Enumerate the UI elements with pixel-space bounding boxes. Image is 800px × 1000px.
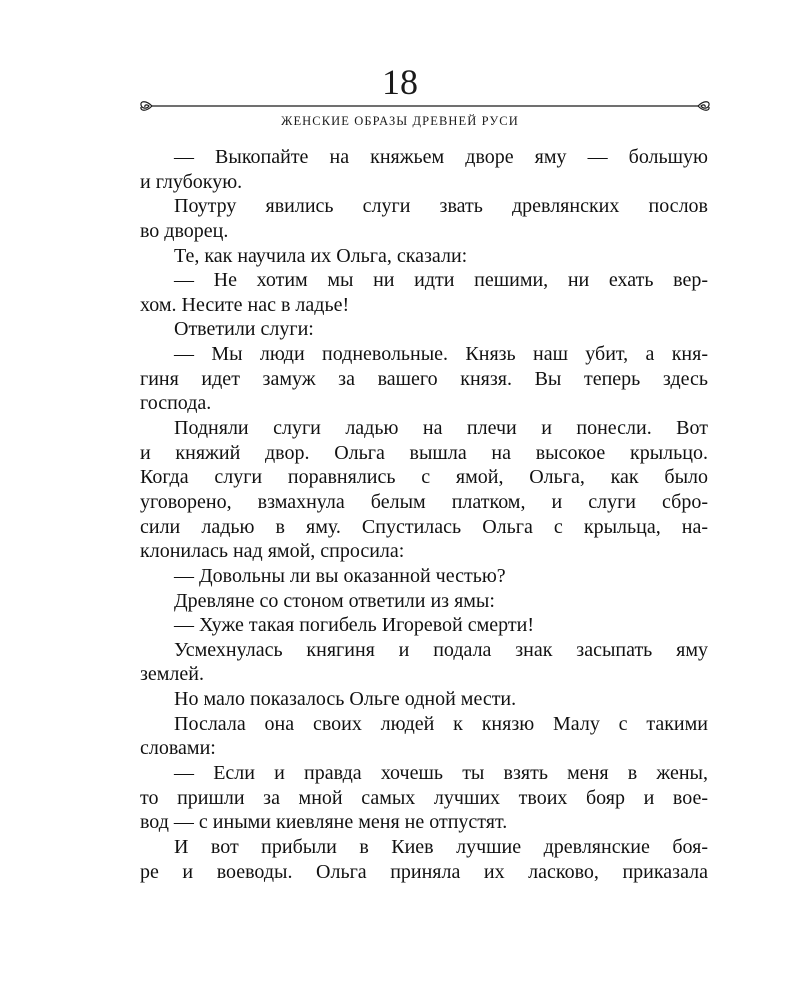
text-line: — Если и правда хочешь ты взять меня в жены, [174, 762, 708, 785]
text-line: — Хуже такая погибель Игоревой смерти! [174, 614, 534, 637]
text-line: Подняли слуги ладью на плечи и понесли. Вот [174, 417, 708, 440]
text-line: Древляне со стоном ответили из ямы: [174, 589, 495, 612]
body-text [140, 145, 708, 884]
text-line: Ответили слуги: [174, 318, 314, 341]
text-line: Но мало показалось Ольге одной мести. [174, 688, 517, 711]
text-line: — Выкопайте на княжьем дворе яму — большую [174, 146, 708, 168]
text-line: сили ладью в яму. Спустилась Ольга с крыльца, на- [140, 515, 708, 538]
text-line: — Мы люди подневольные. Князь наш убит, а кня- [174, 343, 708, 366]
text-line: клонилась над ямой, спросила: [140, 540, 405, 563]
page-number: 18 [382, 62, 418, 102]
text-line: то пришли за мной самых лучших твоих бояр и вое- [140, 786, 708, 809]
text-line: и глубокую. [140, 170, 243, 193]
text-line: Усмехнулась княгиня и подала знак засыпать яму [174, 638, 708, 661]
text-line: и княжий двор. Ольга вышла на высокое крыльцо. [140, 441, 708, 464]
text-line: ре и воеводы. Ольга приняла их ласково, приказала [140, 860, 708, 883]
text-line: И вот прибыли в Киев лучшие древлянские боя- [174, 835, 708, 858]
running-head: ЖЕНСКИЕ ОБРАЗЫ ДРЕВНЕЙ РУСИ [281, 114, 519, 128]
text-line: вод — с иными киевляне меня не отпустят. [140, 811, 508, 834]
text-line: Поутру явились слуги звать древлянских послов [174, 195, 708, 218]
text-line: уговорено, взмахнула белым платком, и слуги сбро- [140, 490, 708, 513]
text-line: Те, как научила их Ольга, сказали: [174, 244, 468, 267]
text-line: господа. [140, 392, 212, 415]
text-line: во дворец. [140, 219, 229, 242]
text-line: Когда слуги поравнялись с ямой, Ольга, как было [140, 466, 708, 489]
text-line: гиня идет замуж за вашего князя. Вы теперь здесь [140, 367, 708, 390]
text-line: землей. [140, 663, 204, 686]
text-line: Послала она своих людей к князю Малу с такими [174, 712, 708, 735]
text-line: хом. Несите нас в ладье! [140, 293, 350, 316]
text-line: словами: [140, 737, 216, 760]
text-line: — Довольны ли вы оказанной честью? [174, 564, 506, 587]
text-line: — Не хотим мы ни идти пешими, ни ехать вер- [174, 269, 708, 292]
